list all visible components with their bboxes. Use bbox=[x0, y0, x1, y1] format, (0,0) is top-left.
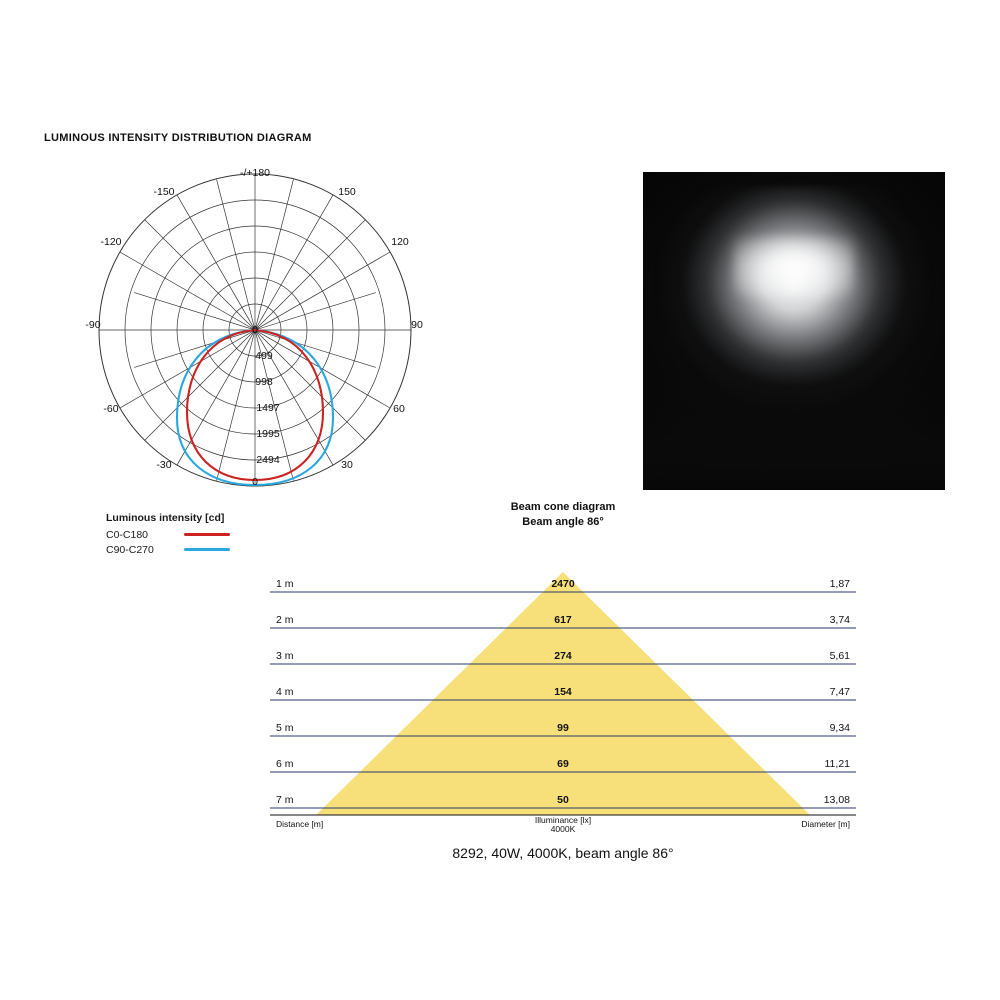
legend-item-c0-c180 bbox=[106, 527, 230, 542]
svg-text:-150: -150 bbox=[153, 186, 175, 198]
svg-text:274: 274 bbox=[554, 650, 572, 662]
svg-text:50: 50 bbox=[557, 794, 569, 806]
svg-text:5 m: 5 m bbox=[276, 722, 294, 734]
legend-swatch-blue bbox=[184, 548, 230, 551]
svg-text:4000K: 4000K bbox=[550, 824, 576, 833]
svg-text:13,08: 13,08 bbox=[823, 794, 850, 806]
svg-text:11,21: 11,21 bbox=[824, 758, 850, 770]
beam-photo bbox=[643, 172, 945, 490]
svg-text:1,87: 1,87 bbox=[829, 578, 850, 590]
svg-text:9,34: 9,34 bbox=[829, 722, 850, 734]
svg-text:2 m: 2 m bbox=[276, 614, 294, 626]
cone-row bbox=[276, 614, 850, 626]
beam-cone-title: Beam cone diagram bbox=[510, 501, 616, 513]
svg-text:1 m: 1 m bbox=[276, 578, 294, 590]
svg-text:150: 150 bbox=[338, 186, 356, 198]
cone-row bbox=[276, 578, 850, 590]
polar-chart-svg bbox=[40, 160, 480, 510]
cone-column-headers bbox=[276, 815, 850, 833]
svg-text:998: 998 bbox=[255, 376, 273, 388]
svg-text:-90: -90 bbox=[85, 319, 101, 331]
svg-text:-/+180: -/+180 bbox=[239, 167, 271, 179]
page-title: LUMINOUS INTENSITY DISTRIBUTION DIAGRAM bbox=[44, 132, 312, 144]
svg-text:5,61: 5,61 bbox=[829, 650, 850, 662]
svg-text:3,74: 3,74 bbox=[829, 614, 850, 626]
beam-cone-heading bbox=[270, 500, 856, 530]
luminous-intensity-polar-chart bbox=[40, 160, 480, 510]
cone-row bbox=[276, 758, 850, 770]
svg-text:499: 499 bbox=[255, 350, 273, 362]
legend-item-label: C90-C270 bbox=[106, 543, 154, 556]
svg-text:0: 0 bbox=[252, 476, 258, 488]
svg-text:1995: 1995 bbox=[256, 428, 280, 440]
svg-text:4 m: 4 m bbox=[276, 686, 294, 698]
svg-text:30: 30 bbox=[341, 459, 353, 471]
svg-text:7,47: 7,47 bbox=[829, 686, 850, 698]
polar-angle-labels bbox=[85, 167, 423, 471]
legend-item-label: C0-C180 bbox=[106, 528, 149, 541]
beam-floor-fade bbox=[643, 370, 945, 490]
svg-text:2494: 2494 bbox=[256, 454, 280, 466]
svg-text:-30: -30 bbox=[156, 459, 172, 471]
svg-text:69: 69 bbox=[557, 758, 569, 770]
svg-text:Illuminance [lx]: Illuminance [lx] bbox=[534, 815, 592, 825]
beam-cone-subtitle: Beam angle 86° bbox=[522, 516, 604, 528]
svg-text:154: 154 bbox=[554, 686, 572, 698]
svg-text:99: 99 bbox=[557, 722, 569, 734]
svg-text:-60: -60 bbox=[103, 403, 119, 415]
cone-row bbox=[276, 722, 850, 734]
svg-text:0: 0 bbox=[252, 324, 258, 336]
svg-text:120: 120 bbox=[391, 236, 409, 248]
legend-item-c90-c270 bbox=[106, 542, 230, 557]
svg-text:60: 60 bbox=[393, 403, 405, 415]
figure-caption: 8292, 40W, 4000K, beam angle 86° bbox=[452, 845, 674, 861]
legend-title: Luminous intensity [cd] bbox=[106, 512, 225, 524]
cone-row bbox=[276, 686, 850, 698]
legend-swatch-red bbox=[184, 533, 230, 536]
svg-text:-120: -120 bbox=[100, 236, 122, 248]
svg-text:2470: 2470 bbox=[551, 578, 575, 590]
svg-text:Distance [m]: Distance [m] bbox=[276, 819, 324, 829]
svg-text:Diameter [m]: Diameter [m] bbox=[801, 819, 850, 829]
svg-text:7 m: 7 m bbox=[276, 794, 294, 806]
svg-text:90: 90 bbox=[411, 319, 423, 331]
svg-text:1497: 1497 bbox=[256, 402, 280, 414]
cone-row bbox=[276, 650, 850, 662]
beam-cone-svg bbox=[270, 565, 856, 833]
beam-cone-diagram bbox=[270, 565, 856, 833]
legend bbox=[106, 512, 230, 557]
svg-text:6 m: 6 m bbox=[276, 758, 294, 770]
svg-text:617: 617 bbox=[554, 614, 572, 626]
svg-text:3 m: 3 m bbox=[276, 650, 294, 662]
